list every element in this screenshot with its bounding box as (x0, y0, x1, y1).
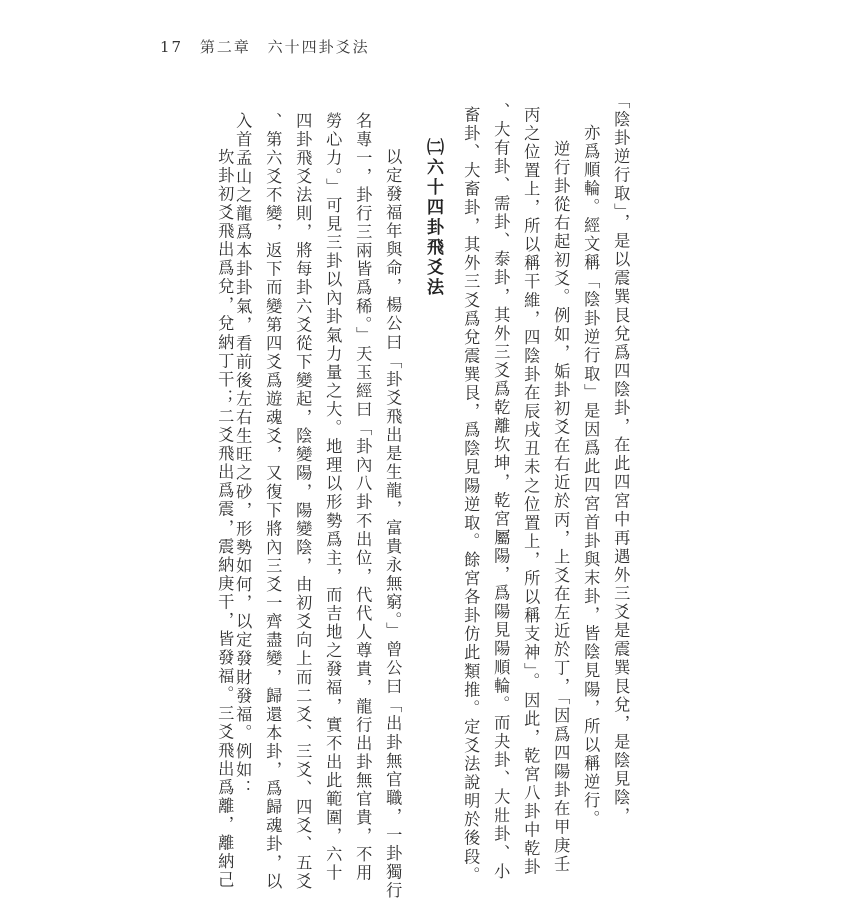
text-column: 、大有卦、需卦、泰卦，其外三爻爲乾離坎坤，乾宮屬陽，爲陽見陽順輪。而夬卦、大壯卦、小 (491, 102, 511, 882)
text-column: 丙之位置上，所以稱干維，四陰卦在辰戌丑未之位置上，所以稱支神」。因此，乾宮八卦中乾卦 (521, 106, 541, 877)
running-head (160, 36, 370, 57)
text-column: 亦爲順輪。經文稱「陰卦逆行取」是因爲此四宮首卦與末卦，皆陰見陽，所以稱逆行。 (581, 124, 601, 829)
text-column: 畜卦、大畜卦，其外三爻爲兌震巽艮，爲陰見陽逆取。餘宮各卦仿此類推。定爻法說明於後段。 (461, 106, 481, 886)
text-column: 入首孟山之龍爲本卦卦氣，看前後左右生旺之砂，形勢如何，以定發財發福。例如： (233, 112, 253, 799)
text-column: 勞心力。」可見三卦以內卦氣力量之大。地理以形勢爲主，而吉地之發福，實不出此範圍，六十 (323, 112, 343, 883)
text-column: 以定發福年與命，楊公曰「卦爻飛出是生龍，富貴永無窮。」曾公曰「出卦無官職，一卦獨行 (383, 148, 403, 900)
text-column: 名專一，卦行三兩皆爲稀。」天玉經曰「卦內八卦不出位，代代人尊貴，龍行出卦無官貴，不用 (353, 112, 373, 883)
page-number: 17 (160, 38, 184, 56)
chapter-title: 六十四卦爻法 (267, 38, 370, 56)
text-column: 「陰卦逆行取」，是以震巽艮兌爲四陰卦，在此四宮中再遇外三爻是震巽艮兌，是陰見陰， (611, 92, 631, 826)
text-column: 、第六爻不變，返下而變第四爻爲遊魂爻，又復下將內三爻一齊盡變，歸還本卦，爲歸魂卦，以 (263, 112, 283, 892)
section-heading: ㈡六十四卦飛爻法 (423, 138, 443, 298)
chapter-label: 第二章 (199, 38, 251, 56)
text-column: 四卦飛爻法則，將每卦六爻從下變起，陰變陽，陽變陰，由初爻向上而二爻、三爻、四爻、五爻 (293, 112, 313, 892)
text-column: 坎卦初爻飛出爲兌，兌納丁干；二爻飛出爲震，震納庚干，皆發福。三爻飛出爲離，離納己 (215, 148, 235, 890)
text-column: 逆行卦從右起初爻。例如，姤卦初爻在右近於丙，上爻在左近於丁，「因爲四陽卦在甲庚壬 (551, 140, 571, 874)
